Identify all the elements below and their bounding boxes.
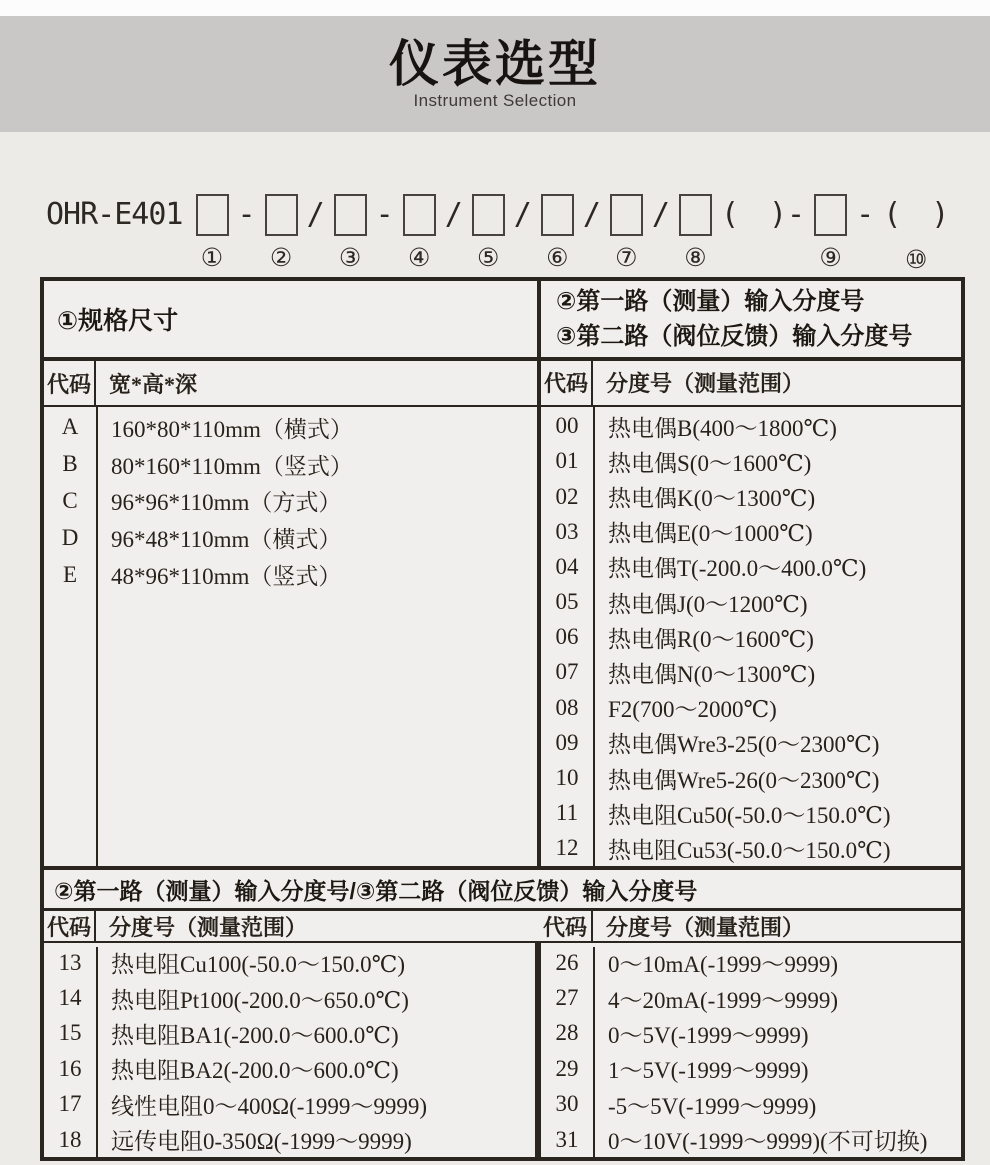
- model-code-symbol: [196, 194, 229, 236]
- model-code-token: [541, 192, 574, 273]
- model-code-token: [856, 192, 874, 275]
- table-row: [44, 483, 537, 520]
- table-row: [44, 945, 535, 980]
- model-code-symbol: -: [375, 197, 394, 232]
- section2-body: [44, 943, 961, 1157]
- model-code-token: [307, 192, 325, 275]
- table-row: [44, 1087, 535, 1122]
- table-row: [44, 1016, 535, 1051]
- row-desc: 热电偶E(0～1000℃): [608, 521, 813, 547]
- row-code: 06: [555, 624, 579, 650]
- model-code-symbol: ( )-: [720, 197, 806, 232]
- model-code-symbol: /: [306, 197, 325, 232]
- row-code: 31: [555, 1126, 579, 1152]
- selection-table: [40, 277, 965, 1161]
- row-desc: 热电阻Cu100(-50.0～150.0℃): [111, 952, 406, 978]
- model-code-symbol: [610, 194, 643, 236]
- row-code: 26: [555, 949, 579, 975]
- row-code: 02: [555, 483, 579, 509]
- row-desc: 热电偶K(0～1300℃): [608, 486, 816, 512]
- circled-number: ⑨: [819, 245, 842, 272]
- circled-number: ⑦: [615, 245, 638, 272]
- top-strip: [0, 0, 990, 16]
- circled-number: ⑤: [477, 245, 500, 272]
- circled-number: ②: [269, 245, 293, 272]
- model-code-symbol: [265, 194, 298, 236]
- row-desc: 热电偶J(0～1200℃): [608, 591, 808, 617]
- row-code: 16: [58, 1055, 82, 1081]
- model-code-token: [610, 192, 643, 273]
- row-desc: 热电偶Wre3-25(0～2300℃): [608, 732, 880, 758]
- table-row: [44, 519, 537, 556]
- row-code: 14: [58, 985, 82, 1011]
- model-code-token: [196, 192, 229, 273]
- model-code-token: [238, 192, 256, 275]
- row-desc: 0～5V(-1999～9999): [608, 1022, 809, 1048]
- model-code-symbol: -: [856, 197, 875, 232]
- row-code: B: [62, 451, 78, 477]
- section2-right-rows: [541, 943, 961, 1157]
- model-code-token: [721, 192, 805, 275]
- row-desc: 热电阻Pt100(-200.0～650.0℃): [111, 987, 409, 1013]
- model-code-symbol: [541, 194, 574, 236]
- row-code: 17: [58, 1091, 82, 1117]
- model-code-symbol: [472, 194, 505, 236]
- table-row: [541, 655, 961, 690]
- row-code: 00: [555, 413, 579, 439]
- model-code-token: [472, 192, 505, 273]
- model-code-token: [376, 192, 394, 275]
- col-header-range: 分度号（测量范围）: [606, 914, 805, 940]
- row-desc: 96*48*110mm（横式）: [111, 527, 342, 553]
- model-code-symbol: -: [237, 197, 256, 232]
- col-header-code: 代码: [44, 361, 96, 405]
- row-desc: 1～5V(-1999～9999): [608, 1058, 809, 1084]
- row-code: E: [62, 561, 78, 587]
- model-code-symbol: [403, 194, 436, 236]
- row-desc: 热电偶N(0～1300℃): [608, 661, 816, 687]
- model-code-token: [403, 192, 436, 273]
- input-header-line2: ③第二路（阀位反馈）输入分度号: [556, 322, 913, 350]
- row-desc: 线性电阻0～400Ω(-1999～9999): [111, 1093, 428, 1119]
- table-row: [541, 725, 961, 760]
- row-code: 27: [555, 985, 579, 1011]
- model-code-token: [652, 192, 670, 275]
- col-header-code: 代码: [539, 911, 593, 941]
- model-code-symbol: /: [582, 197, 601, 232]
- page-header-band: [0, 16, 990, 132]
- table-row: [541, 760, 961, 795]
- circled-number: ①: [200, 245, 224, 272]
- table-row: [541, 409, 961, 444]
- model-code-symbol: [814, 194, 847, 236]
- row-desc: 热电偶B(400～1800℃): [608, 415, 837, 441]
- col-header-code: 代码: [44, 911, 96, 941]
- model-code-token: [583, 192, 601, 275]
- model-code-line: [46, 192, 990, 274]
- col-header-code: 代码: [541, 361, 593, 405]
- table-row: [44, 556, 537, 593]
- table-row: [541, 479, 961, 514]
- model-code-symbol: /: [444, 197, 463, 232]
- model-code-token: [334, 192, 367, 273]
- row-desc: 80*160*110mm（竖式）: [111, 453, 353, 479]
- model-code-symbol: [679, 194, 712, 236]
- row-code: 09: [555, 729, 579, 755]
- model-code-token: [445, 192, 463, 275]
- model-code-symbol: [334, 194, 367, 236]
- row-code: D: [61, 524, 79, 550]
- row-desc: 160*80*110mm（横式）: [111, 416, 353, 442]
- section2-left-rows: [44, 943, 541, 1157]
- model-code-symbol: /: [651, 197, 670, 232]
- section1-left-colheads: [44, 361, 537, 407]
- table-row: [44, 446, 537, 483]
- row-code: 08: [555, 694, 579, 720]
- row-code: C: [62, 487, 78, 513]
- table-row: [541, 980, 961, 1015]
- section1-right-header: [541, 281, 961, 361]
- model-code-token: [883, 192, 949, 275]
- row-desc: 热电偶S(0～1600℃): [608, 450, 812, 476]
- row-code: A: [61, 414, 79, 440]
- table-row: [541, 831, 961, 866]
- spec-size-header: ①规格尺寸: [57, 307, 179, 335]
- table-row: [541, 585, 961, 620]
- row-desc: 48*96*110mm（竖式）: [111, 564, 342, 590]
- row-code: 10: [555, 765, 579, 791]
- row-code: 12: [555, 835, 579, 861]
- section2-colheads: [44, 911, 961, 943]
- table-row: [541, 1087, 961, 1122]
- table-row: [44, 409, 537, 446]
- table-row: [541, 514, 961, 549]
- model-code-symbol: /: [513, 197, 532, 232]
- section2-title: ②第一路（测量）输入分度号/③第二路（阀位反馈）输入分度号: [44, 870, 961, 911]
- row-code: 03: [555, 518, 579, 544]
- row-code: 28: [555, 1020, 579, 1046]
- row-desc: 热电阻Cu53(-50.0～150.0℃): [608, 837, 891, 863]
- row-code: 30: [555, 1091, 579, 1117]
- table-row: [541, 1051, 961, 1086]
- table-row: [541, 444, 961, 479]
- model-code-token: [514, 192, 532, 275]
- table-row: [541, 620, 961, 655]
- col-header-size: 宽*高*深: [109, 371, 198, 397]
- model-code-symbol: OHR-E401: [46, 197, 183, 232]
- size-rows: [44, 407, 537, 866]
- table-row: [541, 796, 961, 831]
- section1-right-half: [541, 281, 961, 866]
- row-desc: 远传电阻0-350Ω(-1999～9999): [111, 1129, 412, 1155]
- table-row: [541, 549, 961, 584]
- row-code: 13: [58, 949, 82, 975]
- row-code: 18: [58, 1126, 82, 1152]
- circled-number: ⑩: [905, 247, 928, 274]
- row-desc: 96*96*110mm（方式）: [111, 490, 342, 516]
- row-desc: 4～20mA(-1999～9999): [608, 987, 838, 1013]
- row-desc: 热电阻BA2(-200.0～600.0℃): [111, 1058, 399, 1084]
- section1-left-half: [44, 281, 541, 866]
- row-desc: F2(700～2000℃): [608, 697, 777, 723]
- row-desc: 0～10V(-1999～9999)(不可切换): [608, 1129, 928, 1155]
- circled-number: ⑥: [546, 245, 569, 272]
- page-title: 仪表选型: [389, 35, 601, 92]
- circled-number: ④: [407, 245, 431, 272]
- row-code: 29: [555, 1055, 579, 1081]
- row-code: 11: [555, 800, 579, 826]
- col-header-range: 分度号（测量范围）: [109, 914, 308, 940]
- table-row: [44, 980, 535, 1015]
- row-code: 07: [555, 659, 579, 685]
- row-code: 05: [555, 589, 579, 615]
- row-code: 15: [58, 1020, 82, 1046]
- row-desc: -5～5V(-1999～9999): [608, 1093, 817, 1119]
- table-row: [44, 1122, 535, 1157]
- table-row: [541, 690, 961, 725]
- model-code-token: [46, 192, 187, 275]
- table-row: [541, 945, 961, 980]
- row-code: 04: [555, 553, 579, 579]
- section1: [44, 281, 961, 870]
- row-desc: 热电偶R(0～1600℃): [608, 626, 814, 652]
- row-desc: 热电阻Cu50(-50.0～150.0℃): [608, 802, 891, 828]
- section1-right-colheads: [541, 361, 961, 407]
- circled-number: ③: [338, 245, 362, 272]
- input-rows: [541, 407, 961, 866]
- row-desc: 热电偶Wre5-26(0～2300℃): [608, 767, 880, 793]
- model-code-symbol: ( ): [883, 197, 950, 232]
- table-row: [541, 1122, 961, 1157]
- circled-number: ⑧: [684, 245, 707, 272]
- col-header-range: 分度号（测量范围）: [606, 371, 805, 397]
- model-code-token: [814, 192, 847, 273]
- row-code: 01: [555, 448, 579, 474]
- row-desc: 0～10mA(-1999～9999): [608, 952, 838, 978]
- section1-left-header: [44, 281, 537, 361]
- page-subtitle: Instrument Selection: [413, 90, 577, 110]
- row-desc: 热电阻BA1(-200.0～600.0℃): [111, 1022, 399, 1048]
- model-code-token: [265, 192, 298, 273]
- table-row: [541, 1016, 961, 1051]
- table-row: [44, 1051, 535, 1086]
- row-desc: 热电偶T(-200.0～400.0℃): [608, 556, 867, 582]
- model-code-token: [679, 192, 712, 273]
- input-header-line1: ②第一路（测量）输入分度号: [556, 287, 865, 315]
